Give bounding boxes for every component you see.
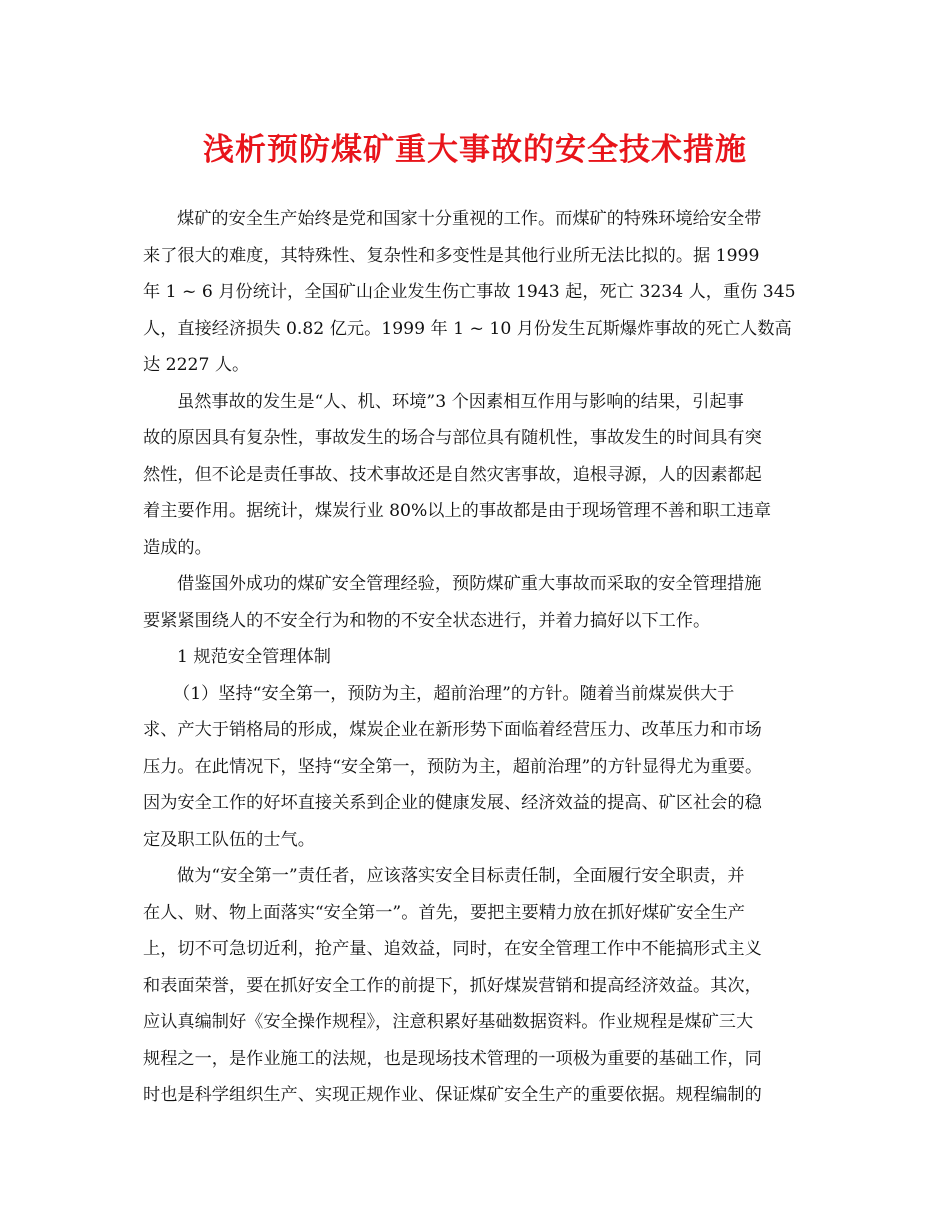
text-line: 1 规范安全管理体制 — [177, 647, 331, 667]
text-line: （1）坚持“安全第一，预防为主，超前治理”的方针。随着当前煤炭供大于 — [173, 683, 735, 704]
text-line: 故的原因具有复杂性，事故发生的场合与部位具有随机性，事故发生的时间具有突 — [143, 428, 762, 448]
text-line: 达 2227 人。 — [143, 355, 250, 375]
text-line: 煤矿的安全生产始终是党和国家十分重视的工作。而煤矿的特殊环境给安全带 — [177, 209, 762, 229]
text-line: 年 1 ~ 6 月份统计，全国矿山企业发生伤亡事故 1943 起，死亡 3234 人，重伤 345 — [143, 282, 796, 302]
text-line: 定及职工队伍的士气。 — [143, 829, 315, 850]
text-line: 应认真编制好《安全操作规程》，注意积累好基础数据资料。作业规程是煤矿三大 — [143, 1012, 754, 1032]
text-line: 要紧紧围绕人的不安全行为和物的不安全状态进行，并着力搞好以下工作。 — [143, 610, 711, 631]
document-title: 浅析预防煤矿重大事故的安全技术措施 — [203, 132, 747, 168]
text-line: 求、产大于销格局的形成，煤炭企业在新形势下面临着经营压力、改革压力和市场 — [143, 720, 762, 740]
text-line: 虽然事故的发生是“人、机、环境”3 个因素相互作用与影响的结果，引起事 — [177, 391, 744, 412]
text-line: 借鉴国外成功的煤矿安全管理经验，预防煤矿重大事故而采取的安全管理措施 — [177, 574, 762, 594]
text-line: 和表面荣誉，要在抓好安全工作的前提下，抓好煤炭营销和提高经济效益。其次， — [143, 975, 762, 996]
text-line: 压力。在此情况下，坚持“安全第一，预防为主，超前治理”的方针显得尤为重要。 — [143, 756, 763, 777]
text-line: 然性，但不论是责任事故、技术事故还是自然灾害事故，追根寻源，人的因素都起 — [143, 464, 762, 485]
text-line: 人，直接经济损失 0.82 亿元。1999 年 1 ~ 10 月份发生瓦斯爆炸事故的死亡人数高 — [143, 318, 792, 339]
text-line: 时也是科学组织生产、实现正规作业、保证煤矿安全生产的重要依据。规程编制的 — [143, 1085, 762, 1105]
text-line: 造成的。 — [143, 537, 212, 558]
text-line: 来了很大的难度，其特殊性、复杂性和多变性是其他行业所无法比拟的。据 1999 — [143, 245, 760, 266]
document-body — [143, 201, 811, 1114]
text-line: 上，切不可急切近利，抢产量、追效益，同时，在安全管理工作中不能搞形式主义 — [143, 939, 762, 959]
text-line: 着主要作用。据统计，煤炭行业 80%以上的事故都是由于现场管理不善和职工违章 — [143, 501, 772, 521]
text-line: 在人、财、物上面落实“安全第一”。首先，要把主要精力放在抓好煤矿安全生产 — [143, 902, 745, 923]
text-line: 规程之一，是作业施工的法规，也是现场技术管理的一项极为重要的基础工作，同 — [143, 1048, 762, 1069]
text-line: 做为“安全第一”责任者，应该落实安全目标责任制，全面履行安全职责，并 — [177, 866, 745, 886]
text-line: 因为安全工作的好坏直接关系到企业的健康发展、经济效益的提高、矿区社会的稳 — [143, 793, 762, 813]
